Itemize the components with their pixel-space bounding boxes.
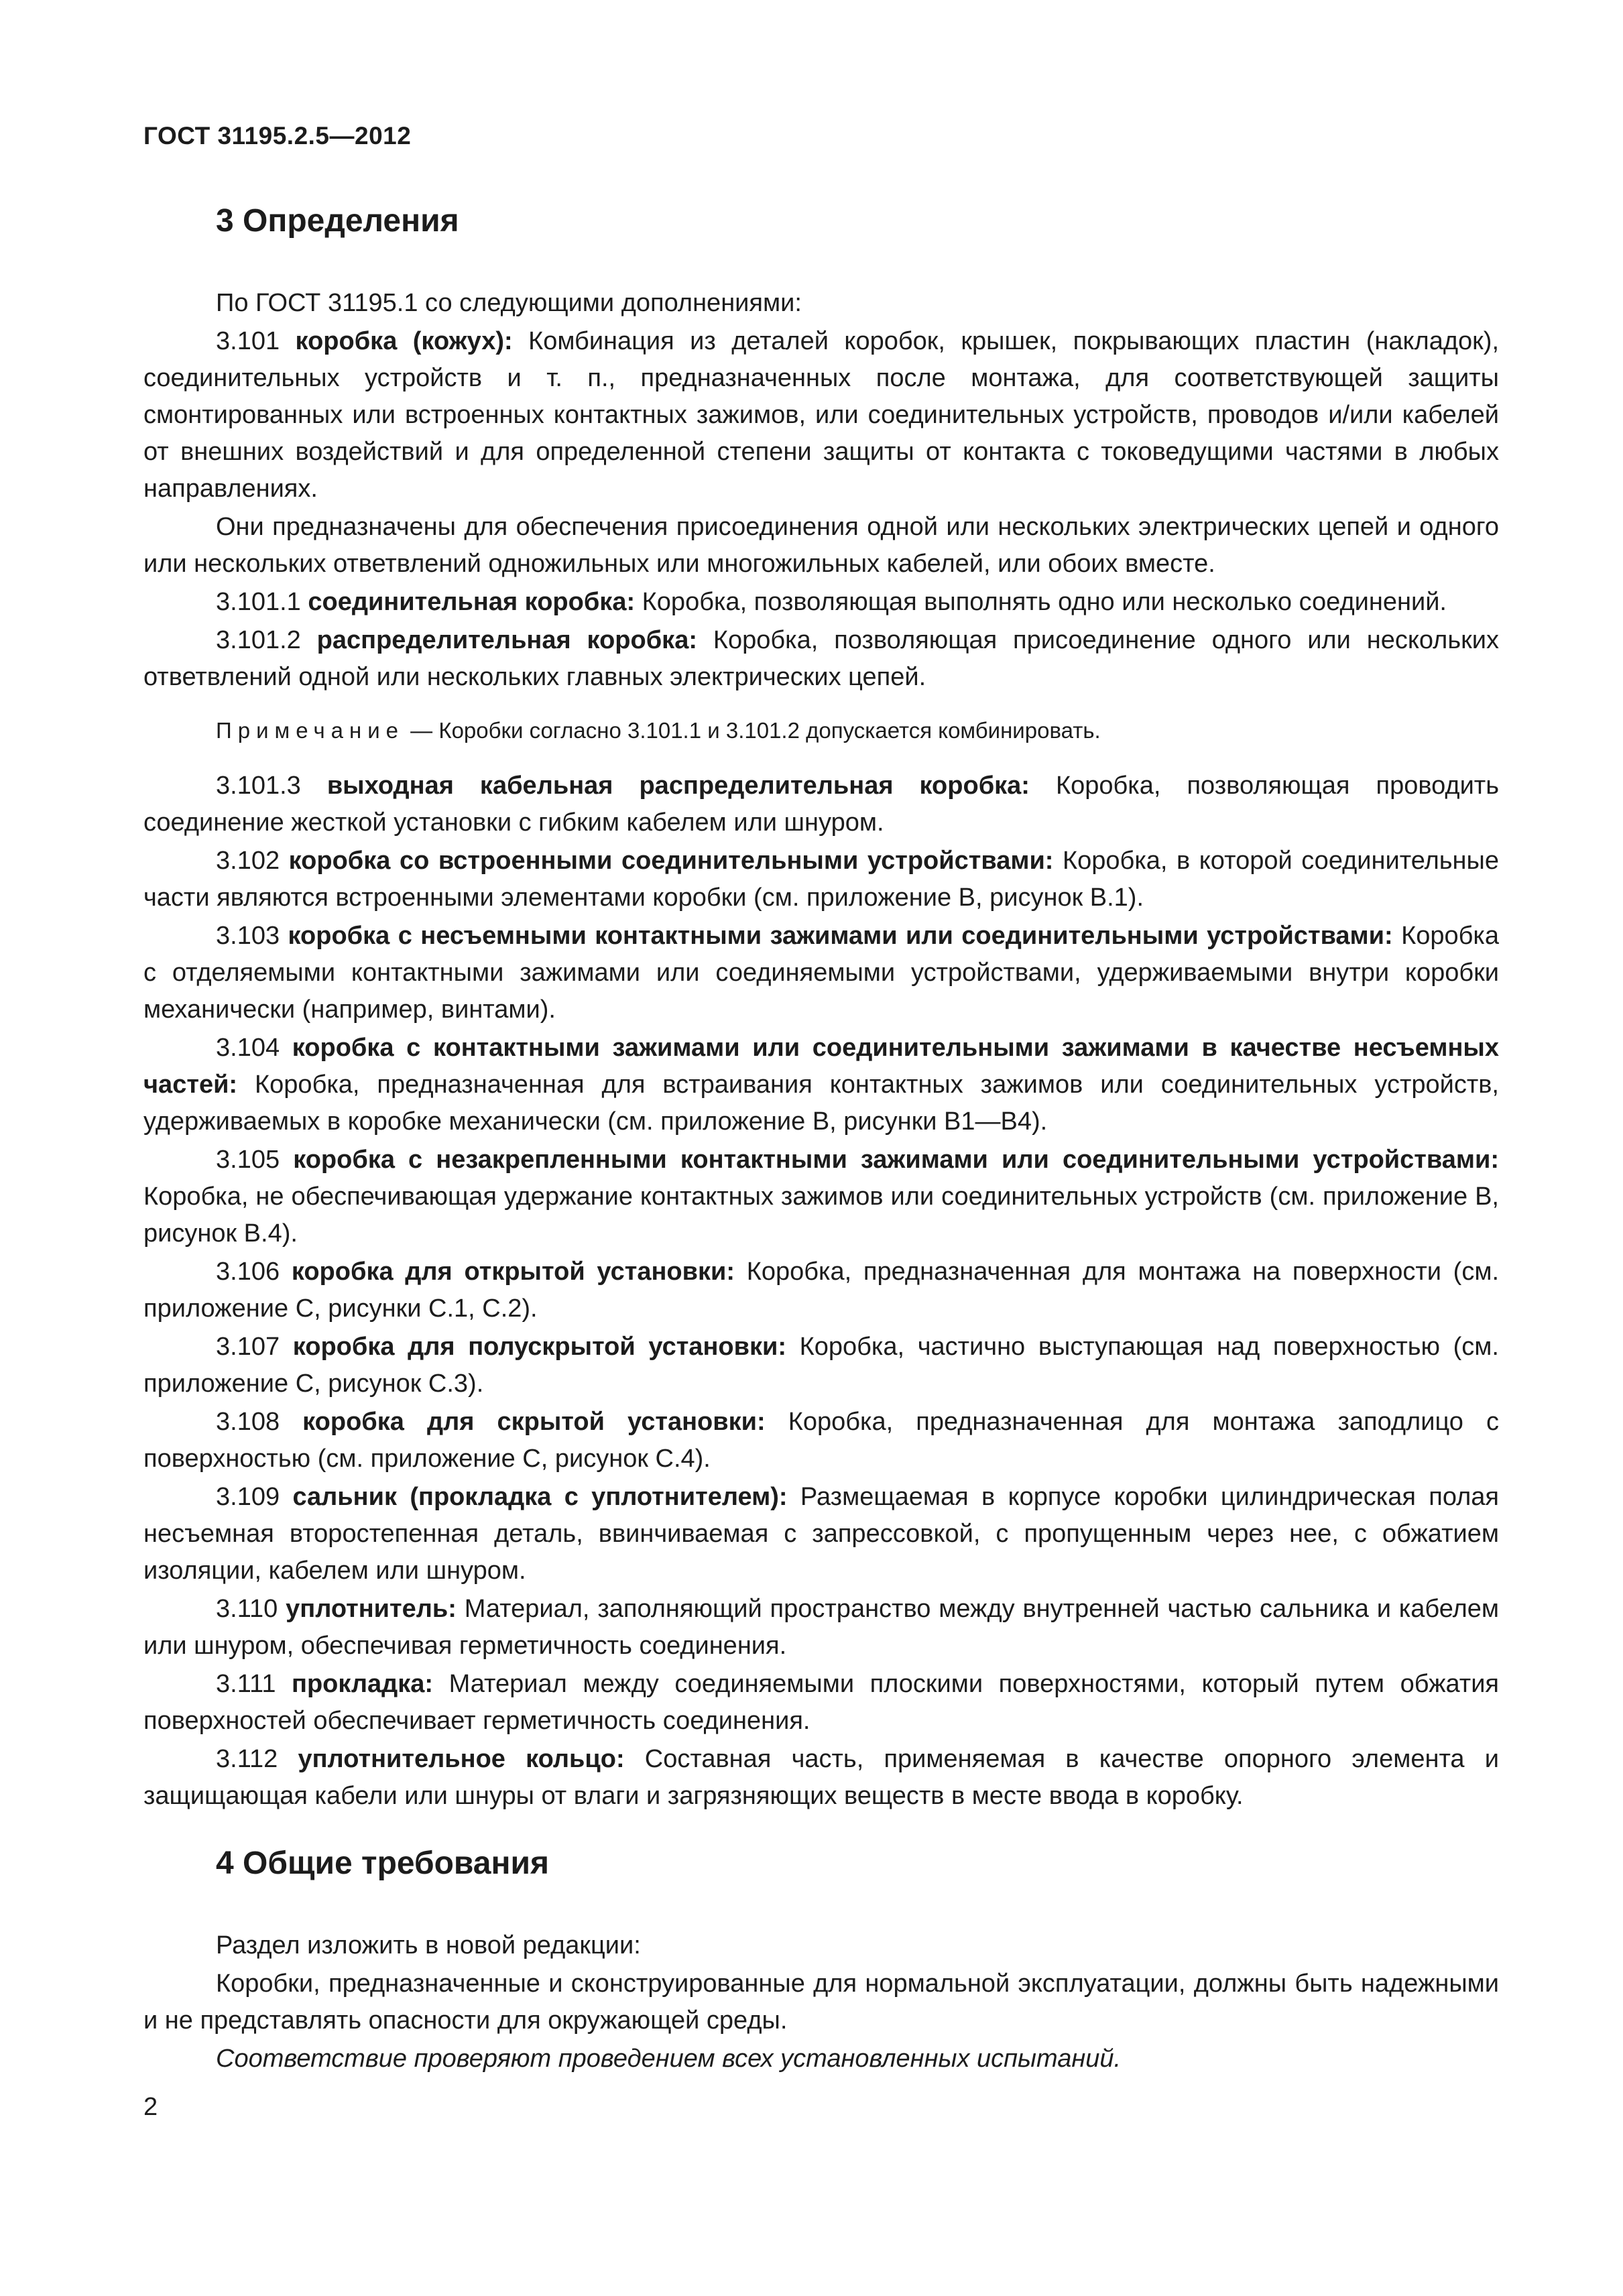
definition-3-104 bbox=[143, 1030, 1499, 1140]
definition-text: Материал между соединяемыми плоскими поверхностями, который путем обжатия поверхностей обеспечивает герметичность соединения. bbox=[143, 1670, 1499, 1735]
definition-3-110 bbox=[143, 1591, 1499, 1665]
definition-number: 3.104 bbox=[216, 1034, 292, 1062]
definition-text: Коробка, позволяющая проводить соединение жесткой установки с гибким кабелем или шнуром. bbox=[143, 772, 1499, 837]
definition-term: уплотнитель: bbox=[286, 1595, 457, 1623]
note-text: — Коробки согласно 3.101.1 и 3.101.2 допускается комбинировать. bbox=[404, 718, 1101, 743]
definition-number: 3.110 bbox=[216, 1595, 286, 1623]
definition-term: соединительная коробка: bbox=[308, 588, 636, 616]
definition-term: уплотнительное кольцо: bbox=[298, 1745, 625, 1773]
paragraph: Коробки, предназначенные и сконструированные для нормальной эксплуатации, должны быть надежными и не представлять опасности для окружающей среды. bbox=[143, 1970, 1499, 2035]
definition-3-111 bbox=[143, 1666, 1499, 1740]
definition-number: 3.101.3 bbox=[216, 772, 327, 800]
definition-text: Коробка, предназначенная для монтажа на поверхности (см. приложение С, рисунки С.1, С.2). bbox=[143, 1258, 1500, 1323]
section-definitions bbox=[143, 194, 1499, 1816]
definition-text: Коробка, позволяющая присоединение одного или нескольких ответвлений одной или нескольких главных электрических цепей. bbox=[143, 626, 1499, 691]
definition-3-101 bbox=[143, 323, 1499, 507]
document-header: ГОСТ 31195.2.5—2012 bbox=[143, 122, 412, 149]
definition-3-108 bbox=[143, 1404, 1499, 1477]
section-general-requirements bbox=[143, 1837, 1499, 2079]
intro-paragraph: По ГОСТ 31195.1 со следующими дополнениями: bbox=[216, 289, 802, 317]
note-label: Примечание bbox=[216, 718, 405, 743]
definition-text: Коробка, в которой соединительные части являются встроенными элементами коробки (см. приложение В, рисунок В.1). bbox=[143, 847, 1499, 912]
definition-term: коробка для открытой установки: bbox=[291, 1258, 735, 1286]
definition-term: сальник (прокладка с уплотнителем): bbox=[292, 1483, 788, 1511]
definition-text: Коробка с отделяемыми контактными зажимами или соединяемыми устройствами, удерживаемыми внутри коробки механически (например, винтами). bbox=[143, 922, 1499, 1024]
definition-number: 3.102 bbox=[216, 847, 289, 875]
definition-number: 3.112 bbox=[216, 1745, 298, 1773]
definition-term: коробка для скрытой установки: bbox=[302, 1408, 766, 1436]
definition-text: Коробка, частично выступающая над поверхностью (см. приложение С, рисунок С.3). bbox=[143, 1333, 1499, 1398]
definition-3-101-1 bbox=[143, 584, 1499, 621]
definition-3-103 bbox=[143, 918, 1499, 1028]
definition-text: Комбинация из деталей коробок, крышек, покрывающих пластин (накладок), соединительных устройств и т. п., предназначенных после монтажа, для соответствующей защиты смонтированных или встроенных контактных зажимов, или соединительных устройств, проводов и/или кабелей от внешних воздействий и для определенной степени защиты от контакта с токоведущими частями в любых направлениях. bbox=[143, 327, 1500, 503]
definition-3-101-3 bbox=[143, 768, 1499, 841]
definition-term: коробка с незакрепленными контактными зажимами или соединительными устройствами: bbox=[293, 1146, 1500, 1174]
note-paragraph bbox=[143, 712, 1499, 749]
definition-3-102 bbox=[143, 843, 1499, 916]
section-title: 4 Общие требования bbox=[216, 1846, 549, 1881]
definition-text: Коробка, позволяющая выполнять одно или несколько соединений. bbox=[635, 588, 1447, 616]
definition-term: коробка (кожух): bbox=[295, 327, 513, 355]
definition-text: Коробка, предназначенная для встраивания контактных зажимов или соединительных устройств, удерживаемых в коробке механически (см. приложение В, рисунки В1—В4). bbox=[143, 1071, 1499, 1136]
definition-term: коробка с контактными зажимами или соединительными зажимами в качестве несъемных частей: bbox=[143, 1034, 1499, 1099]
definition-term: коробка с несъемными контактными зажимами или соединительными устройствами: bbox=[288, 922, 1393, 950]
compliance-text: Соответствие проверяют проведением всех установленных испытаний. bbox=[216, 2045, 1122, 2073]
definition-number: 3.105 bbox=[216, 1146, 294, 1174]
definition-term: коробка для полускрытой установки: bbox=[292, 1333, 786, 1361]
definition-3-101-2 bbox=[143, 622, 1499, 696]
page-number: 2 bbox=[143, 2093, 158, 2121]
definition-number: 3.106 bbox=[216, 1258, 292, 1286]
definition-text: Коробка, предназначенная для монтажа заподлицо с поверхностью (см. приложение С, рисунок С.4). bbox=[143, 1408, 1499, 1473]
definition-number: 3.103 bbox=[216, 922, 288, 950]
definition-term: выходная кабельная распределительная коробка: bbox=[326, 772, 1030, 800]
definition-3-106 bbox=[143, 1254, 1499, 1327]
definition-number: 3.107 bbox=[216, 1333, 293, 1361]
definition-3-105 bbox=[143, 1142, 1499, 1252]
compliance-paragraph bbox=[143, 2041, 1499, 2077]
definition-text: Составная часть, применяемая в качестве опорного элемента и защищающая кабели или шнуры от влаги и загрязняющих веществ в месте ввода в коробку. bbox=[143, 1745, 1499, 1810]
definition-term: прокладка: bbox=[292, 1670, 434, 1698]
definition-text: Коробка, не обеспечивающая удержание контактных зажимов или соединительных устройств (см. приложение В, рисунок В.4). bbox=[143, 1183, 1499, 1248]
definition-3-112 bbox=[143, 1741, 1499, 1815]
definition-term: коробка со встроенными соединительными устройствами: bbox=[288, 847, 1054, 875]
definition-term: распределительная коробка: bbox=[316, 626, 697, 654]
definition-number: 3.101 bbox=[216, 327, 296, 355]
definition-number: 3.108 bbox=[216, 1408, 303, 1436]
purpose-paragraph: Они предназначены для обеспечения присоединения одной или нескольких электрических цепей и одного или нескольких ответвлений одножильных или многожильных кабелей, или обоих вместе. bbox=[143, 513, 1499, 578]
section-title: 3 Определения bbox=[216, 203, 459, 239]
definition-3-107 bbox=[143, 1329, 1499, 1402]
paragraph: Раздел изложить в новой редакции: bbox=[216, 1931, 641, 1959]
definition-3-109 bbox=[143, 1479, 1499, 1589]
definition-number: 3.109 bbox=[216, 1483, 293, 1511]
definition-text: Материал, заполняющий пространство между внутренней частью сальника и кабелем или шнуром, обеспечивая герметичность соединения. bbox=[143, 1595, 1499, 1660]
definition-number: 3.111 bbox=[216, 1670, 292, 1698]
definition-number: 3.101.1 bbox=[216, 588, 308, 616]
definition-text: Размещаемая в корпусе коробки цилиндрическая полая несъемная второстепенная деталь, ввинчиваемая с запрессовкой, с пропущенным через нее, с обжатием изоляции, кабелем или шнуром. bbox=[143, 1483, 1500, 1585]
definition-number: 3.101.2 bbox=[216, 626, 317, 654]
